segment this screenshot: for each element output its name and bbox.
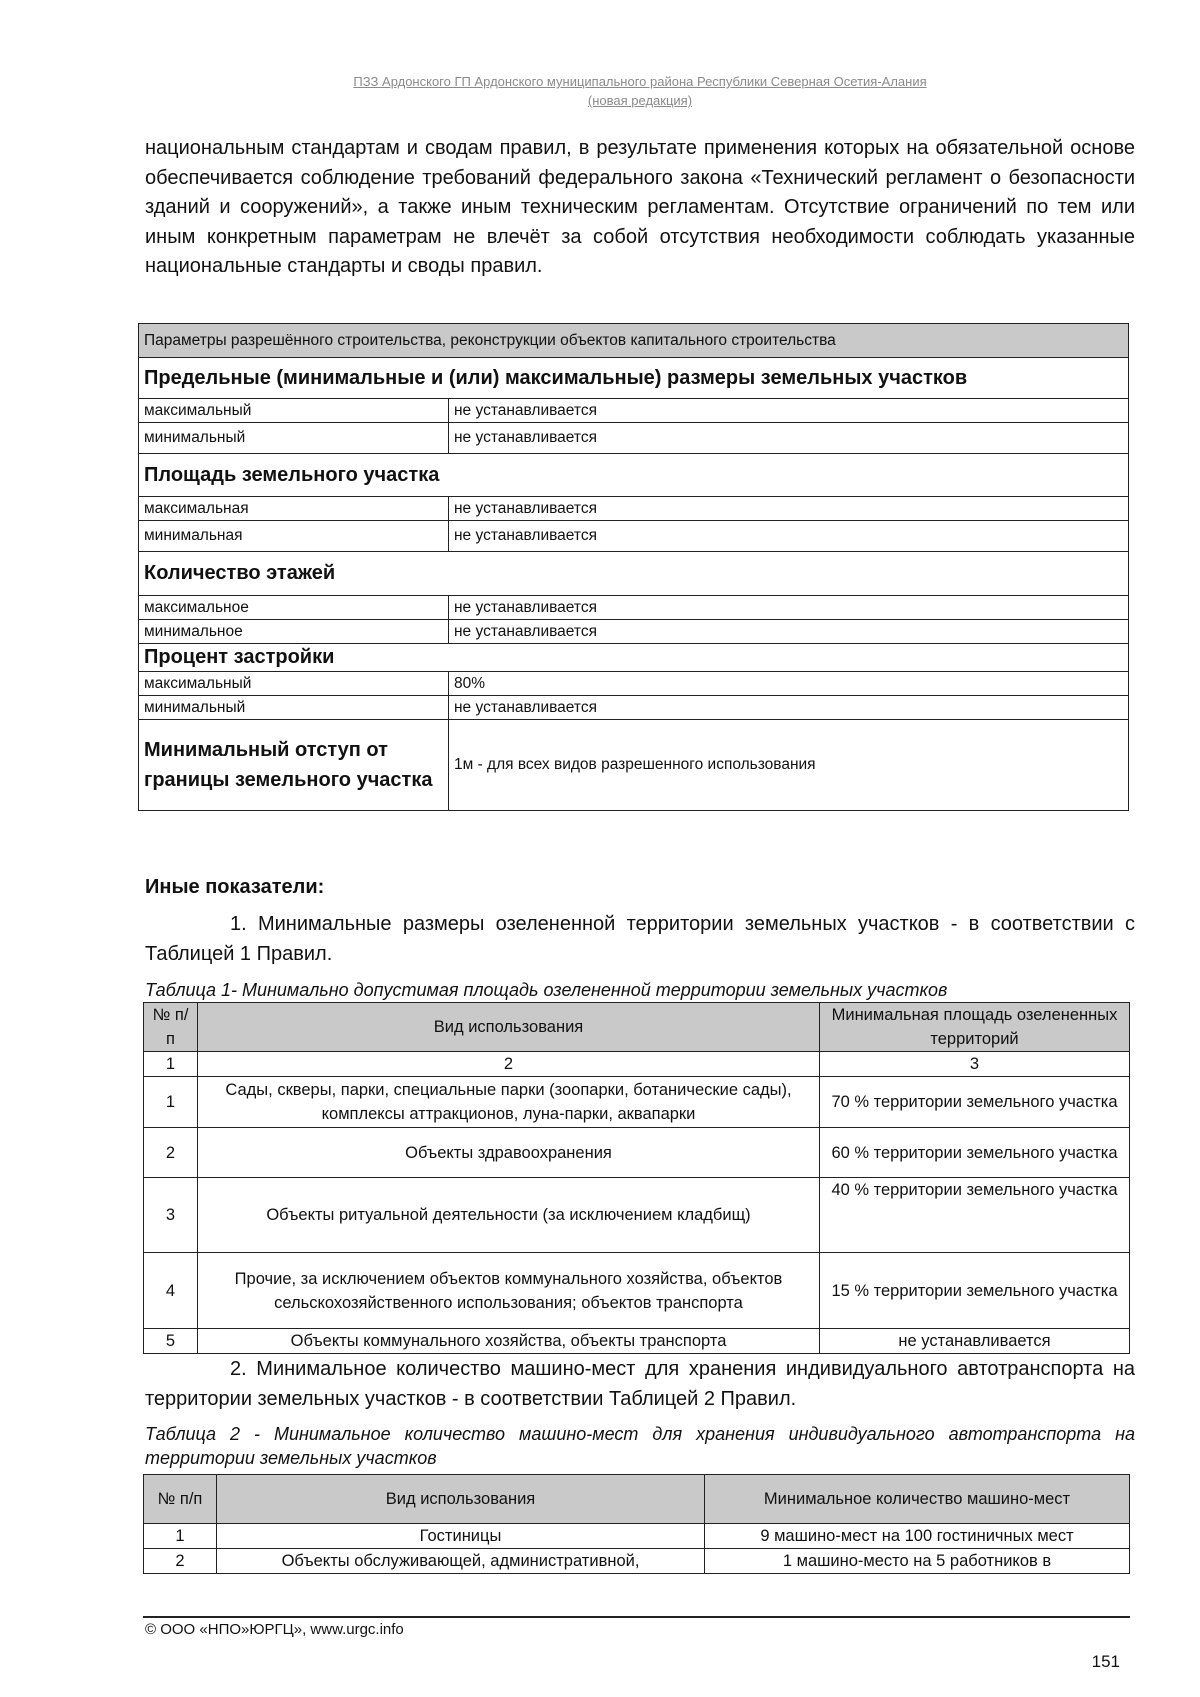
param-label: минимальная: [139, 521, 449, 552]
table-row: [144, 1253, 1130, 1329]
item-1-text: 1. Минимальные размеры озелененной территории земельных участков - в соответствии с Таблицей 1 Правил.: [145, 913, 1135, 965]
row-number: 1: [144, 1077, 198, 1128]
column-header: № п/п: [144, 1475, 217, 1524]
setback-value: 1м - для всех видов разрешенного использования: [449, 720, 1129, 811]
param-label: минимальное: [139, 620, 449, 644]
param-label: минимальный: [139, 423, 449, 454]
param-value: 80%: [449, 672, 1129, 696]
section-heading: Предельные (минимальные и (или) максимальные) размеры земельных участков: [139, 358, 1129, 399]
param-value: не устанавливается: [449, 620, 1129, 644]
row-value: 40 % территории земельного участка: [820, 1178, 1130, 1253]
row-use: Объекты ритуальной деятельности (за исключением кладбищ): [198, 1178, 820, 1253]
param-label: минимальный: [139, 696, 449, 720]
column-number: 1: [144, 1052, 198, 1077]
table-1-caption: Таблица 1- Минимально допустимая площадь озелененной территории земельных участков: [145, 980, 948, 1000]
section-heading: Площадь земельного участка: [139, 454, 1129, 497]
item-1-paragraph: [145, 910, 1135, 969]
item-2-text: 2. Минимальное количество машино-мест для хранения индивидуального автотранспорта на территории земельных участков - в соответствии Таблицей 2 Правил.: [145, 1358, 1135, 1410]
row-number: 1: [144, 1524, 217, 1549]
row-use: Сады, скверы, парки, специальные парки (зоопарки, ботанические сады), комплексы аттракционов, луна-парки, аквапарки: [198, 1077, 820, 1128]
row-number: 5: [144, 1329, 198, 1354]
row-number: 4: [144, 1253, 198, 1329]
header-line-1: ПЗЗ Ардонского ГП Ардонского муниципального района Республики Северная Осетия-Алания: [353, 74, 927, 89]
param-label: максимальная: [139, 497, 449, 521]
param-value: не устанавливается: [449, 521, 1129, 552]
parking-table: [143, 1474, 1130, 1574]
footer-copyright: © ООО «НПО»ЮРГЦ», www.urgc.info: [145, 1621, 404, 1638]
row-value: 60 % территории земельного участка: [820, 1128, 1130, 1178]
row-number: 2: [144, 1128, 198, 1178]
footer-divider: [143, 1616, 1130, 1618]
intro-paragraph: национальным стандартам и сводам правил, в результате применения которых на обязательной основе обеспечивается соблюдение требований федерального закона «Технический регламент о безопасности зданий и сооружений», а также иным техническим регламентам. Отсутствие ограничений по тем или иным конкретным параметрам не влечёт за собой отсутствия необходимости соблюдать указанные национальные стандарты и своды правил.: [145, 137, 1135, 277]
row-use: Гостиницы: [217, 1524, 705, 1549]
row-use: Объекты коммунального хозяйства, объекты транспорта: [198, 1329, 820, 1354]
table-row: [144, 1178, 1130, 1253]
param-label: максимальное: [139, 596, 449, 620]
row-use: Объекты здравоохранения: [198, 1128, 820, 1178]
column-number: 3: [820, 1052, 1130, 1077]
column-header: Минимальная площадь озелененных территорий: [820, 1003, 1130, 1052]
table-row: [144, 1128, 1130, 1178]
row-number: 2: [144, 1549, 217, 1574]
section-heading: Количество этажей: [139, 552, 1129, 596]
running-header: [145, 72, 1135, 110]
greenery-table: [143, 1002, 1130, 1354]
column-header: № п/п: [144, 1003, 198, 1052]
param-value: не устанавливается: [449, 399, 1129, 423]
table-2-caption: Таблица 2 - Минимальное количество машино-мест для хранения индивидуального автотранспорта на территории земельных участков: [145, 1424, 1135, 1468]
header-line-2: (новая редакция): [587, 93, 693, 108]
setback-label: Минимальный отступ от границы земельного участка: [139, 720, 449, 811]
section-heading: Процент застройки: [139, 644, 1129, 672]
row-value: 15 % территории земельного участка: [820, 1253, 1130, 1329]
column-header: Минимальное количество машино-мест: [705, 1475, 1130, 1524]
row-use: Объекты обслуживающей, административной,: [217, 1549, 705, 1574]
param-label: максимальный: [139, 399, 449, 423]
param-value: не устанавливается: [449, 596, 1129, 620]
param-value: не устанавливается: [449, 696, 1129, 720]
table-row: [144, 1549, 1130, 1574]
row-number: 3: [144, 1178, 198, 1253]
param-value: не устанавливается: [449, 423, 1129, 454]
row-use: Прочие, за исключением объектов коммунального хозяйства, объектов сельскохозяйственного использования; объектов транспорта: [198, 1253, 820, 1329]
item-2-paragraph: [145, 1355, 1135, 1414]
column-header: Вид использования: [198, 1003, 820, 1052]
row-value: 70 % территории земельного участка: [820, 1077, 1130, 1128]
page-number: 151: [1091, 1652, 1120, 1671]
table-row: [144, 1524, 1130, 1549]
column-number: 2: [198, 1052, 820, 1077]
table-row: [144, 1329, 1130, 1354]
parameters-table-title: Параметры разрешённого строительства, реконструкции объектов капитального строительства: [139, 324, 1129, 358]
param-value: не устанавливается: [449, 497, 1129, 521]
parameters-table: [138, 323, 1129, 811]
column-header: Вид использования: [217, 1475, 705, 1524]
other-indicators-title: Иные показатели:: [145, 876, 325, 898]
row-value: 9 машино-мест на 100 гостиничных мест: [705, 1524, 1130, 1549]
table-row: [144, 1077, 1130, 1128]
row-value: не устанавливается: [820, 1329, 1130, 1354]
row-value: 1 машино-место на 5 работников в: [705, 1549, 1130, 1574]
param-label: максимальный: [139, 672, 449, 696]
